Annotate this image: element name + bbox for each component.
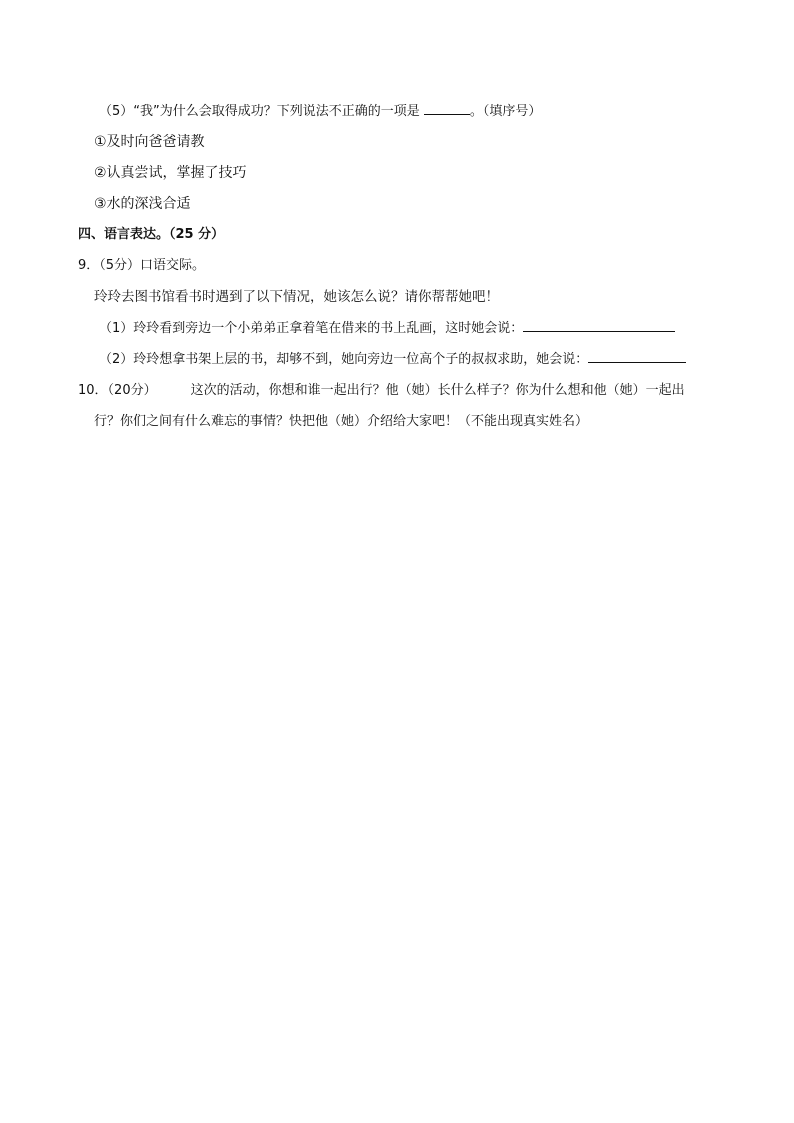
question-10-score: 10．（20分）	[78, 383, 157, 398]
question-10-line-2: 行？你们之间有什么难忘的事情？快把他（她）介绍给大家吧！（不能出现真实姓名）	[94, 414, 589, 429]
question-10-text-1: 这次的活动，你想和谁一起出行？他（她）长什么样子？你为什么想和他（她）一起出	[190, 383, 685, 398]
question-9-sub-2-text: （2）玲玲想拿书架上层的书，却够不到，她向旁边一位高个子的叔叔求助，她会说：	[99, 352, 589, 367]
question-5-stem	[99, 102, 541, 121]
question-5-answer-blank[interactable]	[424, 102, 470, 115]
question-9-sub-1-answer-blank[interactable]	[523, 319, 675, 332]
question-5-stem-suffix: 。（填序号）	[469, 104, 542, 119]
question-9-sub-1	[99, 319, 675, 338]
question-9-intro: 玲玲去图书馆看书时遇到了以下情况，她该怎么说？请你帮帮她吧！	[94, 289, 499, 305]
question-5-option-1: ①及时向爸爸请教	[94, 134, 205, 150]
question-9-sub-1-text: （1）玲玲看到旁边一个小弟弟正拿着笔在借来的书上乱画，这时她会说：	[99, 321, 524, 336]
question-5-option-3: ③水的深浅合适	[94, 196, 191, 212]
section-4-heading: 四、语言表达。（25 分）	[78, 227, 225, 242]
question-9-title: 9．（5分）口语交际。	[78, 258, 206, 273]
question-9-sub-2-answer-blank[interactable]	[588, 350, 686, 363]
question-5-stem-text: （5）“我”为什么会取得成功？下列说法不正确的一项是	[99, 104, 424, 119]
question-9-sub-2	[99, 350, 686, 369]
question-5-option-2: ②认真尝试，掌握了技巧	[94, 165, 247, 181]
question-10-line-1	[78, 382, 685, 400]
